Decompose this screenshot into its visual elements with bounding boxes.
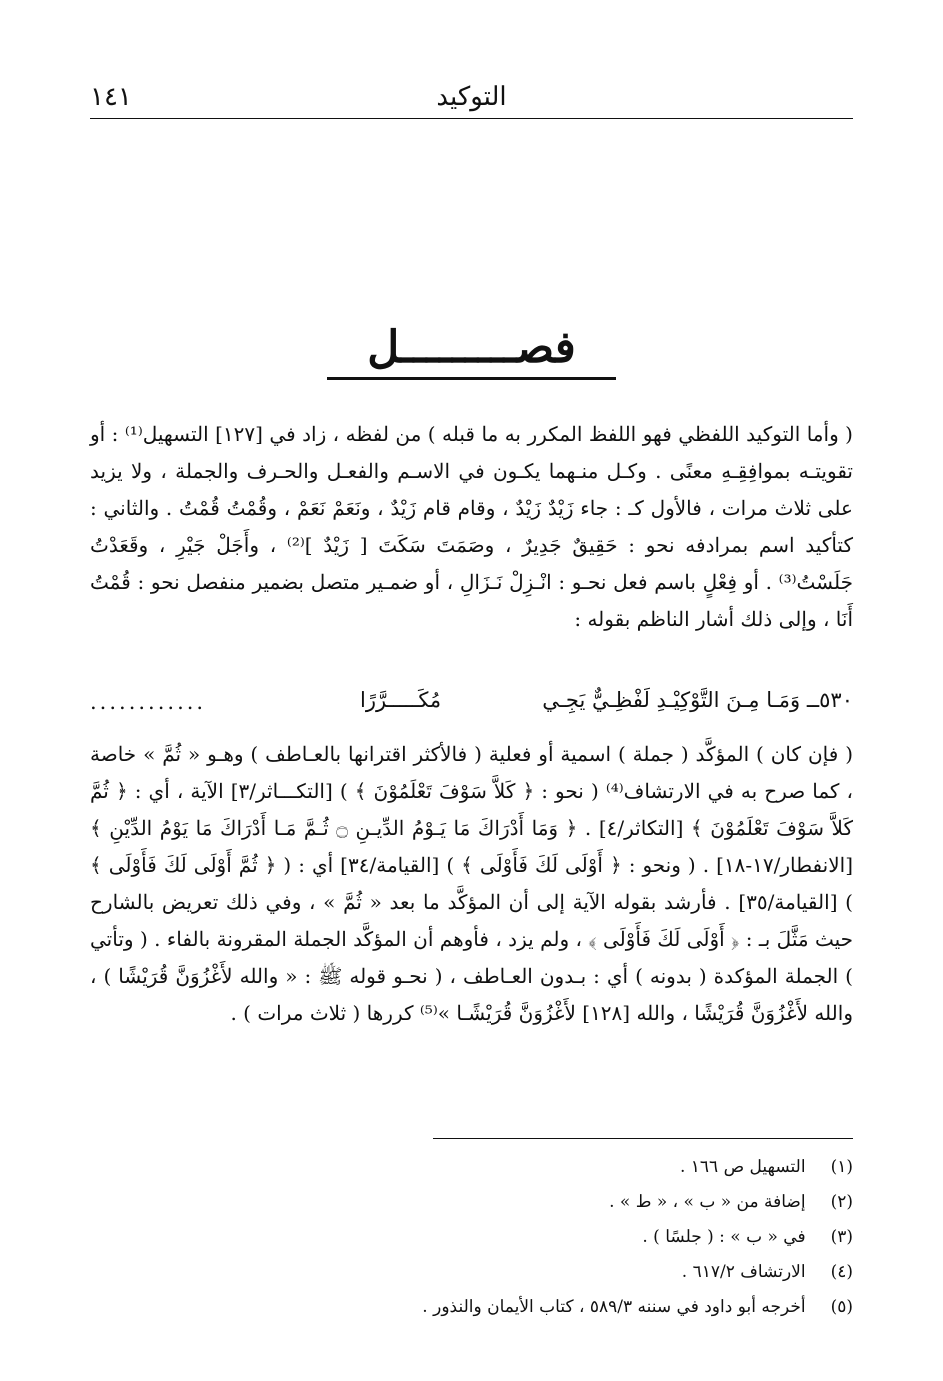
footnotes — [90, 1152, 853, 1327]
page-header — [90, 78, 853, 119]
paragraph-1: ( وأما التوكيد اللفظي فهو اللفظ المكرر به ما قبله ) من لفظه ، زاد في [١٢٧] التسهيل⁽¹⁾ : أو تقويتـه بموافِقِـهِ معنًى . وكـل منـهما يكـون في الاسـم والفعـل والحـرف والجملة ، ولا يزيد على ثلاث مرات ، فالأول كـ : جاء زَيْدٌ زَيْدٌ ، وقام قام زَيْدٌ ، ونَعَمْ نَعَمْ ، وقُمْتُ قُمْتُ . والثاني : كتأكيد اسم بمرادفه نحو : حَقِيقٌ جَدِيرٌ ، وصَمَتَ سَكَتَ [ زَيْدٌ ]⁽²⁾ ، وأَجَلْ جَيْرِ ، وقَعَدْتُ جَلَسْتُ⁽³⁾ . أو فِعْلٍ باسم فعل نحـو : انْـزِلْ نَـزَالِ ، أو ضمـير متصل بضمير منفصل نحو : قُمْتُ أَنَا ، وإلى ذلك أشار الناظم بقوله : — [90, 422, 853, 631]
footnote-text: إضافة من « ب » ، « ط » . — [609, 1192, 806, 1212]
footnote-text: التسهيل ص ١٦٦ . — [679, 1157, 806, 1177]
footnote-number: (٢) — [830, 1192, 853, 1212]
verse-line — [90, 688, 853, 728]
footnote-text: الارتشاف ٦١٧/٢ . — [681, 1262, 806, 1282]
footnote-number: (١) — [830, 1157, 853, 1177]
footnote-separator — [433, 1138, 853, 1139]
section-heading-wrapper — [0, 322, 943, 380]
page-number: ١٤١ — [90, 82, 132, 112]
footnote — [90, 1222, 853, 1257]
paragraph-2: ( فإن كان ) المؤكَّد ( جملة ) اسمية أو فعلية ( فالأكثر اقترانها بالعـاطف ) وهـو « ثُمَّ » خاصة ، كما صرح به في الارتشاف⁽⁴⁾ ( نحو : ﴿ كَلاَّ سَوْفَ تَعْلَمُوْنَ ﴾ ) [التكـــاثر/٣] الآية ، أي : ﴿ ثُمَّ كَلاَّ سَوْفَ تَعْلَمُوْنَ ﴾ [التكاثر/٤] . ﴿ وَمَا أَدْرَاكَ مَا يَـوْمُ الدِّيـنِ ۝ ثُـمَّ مَـا أَدْرَاكَ مَا يَوْمُ الدِّيْنِ ﴾ [الانفطار/١٧-١٨] . ( ونحو : ﴿ أَوْلَى لَكَ فَأَوْلَى ﴾ ) [القيامة/٣٤] أي : ( ﴿ ثُمَّ أَوْلَى لَكَ فَأَوْلَى ﴾ ) [القيامة/٣٥] . فأرشد بقوله الآية إلى أن المؤكَّد ما بعد « ثُمَّ » ، وفي ذلك تعريض بالشارح حيث مَثَّلَ بـ : ﴿ أَوْلَى لَكَ فَأَوْلَى ﴾ ، ولم يزد ، فأوهم أن المؤكَّد الجملة المقرونة بالفاء . ( وتأتي ) الجملة المؤكدة ( بدونه ) أي : بـدون العـاطف ، ( نحـو قوله ﷺ : « والله لأَغْزُوَنَّ قُرَيْشًا ) ، والله لأَغْزُوَنَّ قُرَيْشًا ، والله [١٢٨] لأَغْزُوَنَّ قُرَيْشًـا »⁽⁵⁾ كررها ( ثلاث مرات ) . — [90, 742, 854, 1025]
footnote-text: في « ب » : ( جلسًا ) . — [642, 1227, 806, 1247]
footnote-text: أخرجه أبو داود في سننه ٥٨٩/٣ ، كتاب الأيمان والنذور . — [422, 1297, 806, 1317]
footnote-number: (٣) — [830, 1227, 853, 1247]
verse-second-hemistich: مُكَـــــرَّرًا — [360, 688, 442, 712]
footnote — [90, 1292, 853, 1327]
section-heading: فصـــــــــل — [327, 322, 616, 380]
body-text — [90, 416, 853, 638]
body-text-continued — [90, 736, 853, 1032]
footnote — [90, 1257, 853, 1292]
verse-first-hemistich: ٥٣٠ــ وَمَـا مِـنَ التَّوْكِيْـدِ لَفْظِـيٌّ يَجِـي — [542, 688, 853, 712]
footnote — [90, 1187, 853, 1222]
verse-ellipsis: ............ — [90, 690, 207, 714]
running-title: التوكيد — [436, 82, 507, 112]
footnote-number: (٥) — [830, 1297, 853, 1317]
footnote — [90, 1152, 853, 1187]
footnote-number: (٤) — [830, 1262, 853, 1282]
